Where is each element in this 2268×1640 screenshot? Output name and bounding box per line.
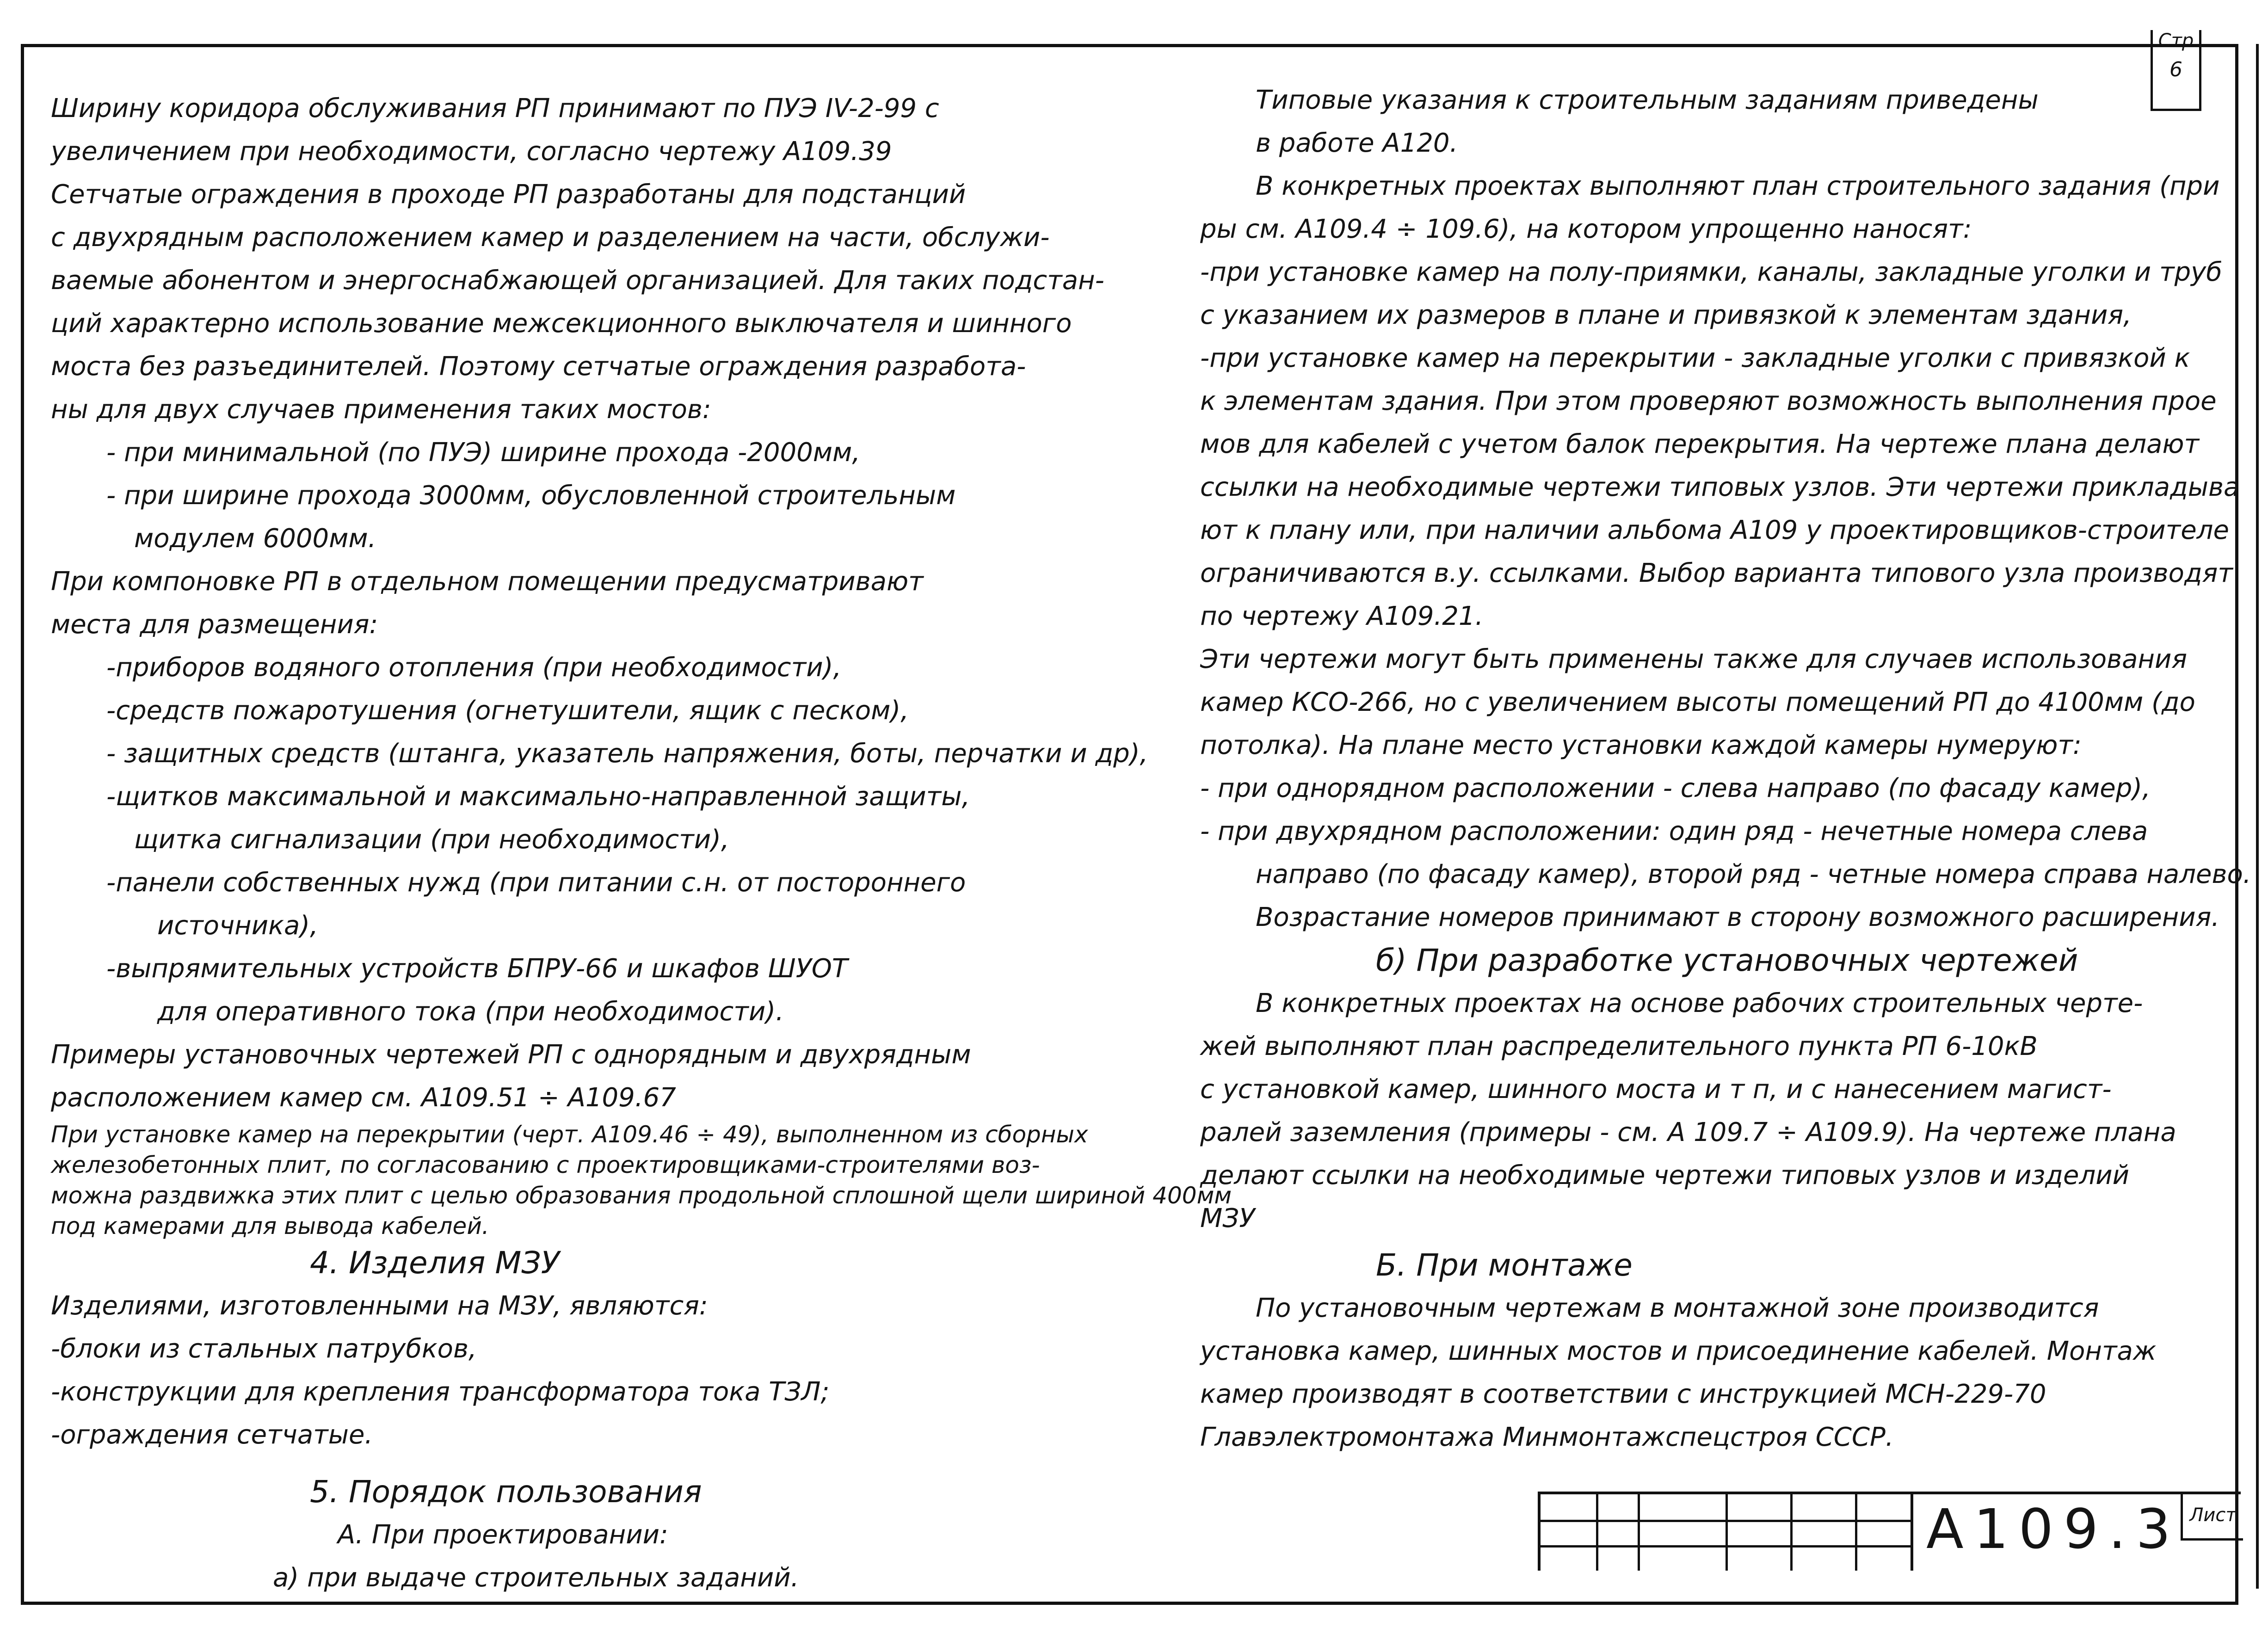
note-line: под камерами для вывода кабелей. (51, 1213, 489, 1239)
text-line: с указанием их размеров в плане и привязкой к элементам здания, (1200, 300, 2132, 330)
text-line: МЗУ (1200, 1203, 1255, 1233)
list-item: - при однорядном расположении - слева направо (по фасаду камер), (1200, 773, 2151, 803)
list-item: -при установке камер на перекрытии - закладные уголки с привязкой к (1200, 343, 2190, 373)
list-item-continuation: щитка сигнализации (при необходимости), (134, 825, 729, 855)
text-line: ны для двух случаев применения таких мостов: (51, 395, 711, 425)
section-4-heading: 4. Изделия МЗУ (310, 1245, 560, 1281)
text-line: в работе А120. (1256, 128, 1458, 158)
text-line: По установочным чертежам в монтажной зоне производится (1256, 1293, 2099, 1323)
text-line: Сетчатые ограждения в проходе РП разработаны для подстанций (51, 179, 966, 210)
list-item: -ограждения сетчатые. (51, 1420, 373, 1450)
note-line: При установке камер на перекрытии (черт. А109.46 ÷ 49), выполненном из сборных (51, 1121, 1088, 1148)
text-line: В конкретных проектах выполняют план строительного задания (при (1256, 171, 2220, 201)
list-item: -приборов водяного отопления (при необходимости), (106, 653, 842, 683)
subsection-b-heading: б) При разработке установочных чертежей (1376, 943, 2078, 978)
list-item-continuation: направо (по фасаду камер), второй ряд - четные номера справа налево. (1256, 859, 2251, 889)
right-column (1200, 79, 2251, 1459)
text-line: увеличением при необходимости, согласно чертежу А109.39 (51, 136, 892, 166)
list-item: -конструкции для крепления трансформатора тока ТЗЛ; (51, 1377, 830, 1407)
list-item: - защитных средств (штанга, указатель напряжения, боты, перчатки и др), (106, 739, 1148, 769)
text-line: с двухрядным расположением камер и разделением на части, обслужи- (51, 222, 1050, 253)
text-line: потолка). На плане место установки каждой камеры нумеруют: (1200, 730, 2082, 760)
text-line: Ширину коридора обслуживания РП принимают по ПУЭ IV-2-99 с (51, 93, 939, 123)
sheet-edge-line (2256, 44, 2259, 1589)
text-line: ры см. А109.4 ÷ 109.6), на котором упрощенно наносят: (1200, 214, 1972, 244)
section-6-heading: Б. При монтаже (1376, 1247, 1633, 1283)
sheet-label: Лист (2181, 1494, 2243, 1541)
text-line: В конкретных проектах на основе рабочих строительных черте- (1256, 988, 2143, 1018)
text-line: ралей заземления (примеры - см. А 109.7 ÷ А109.9). На чертеже плана (1200, 1117, 2176, 1147)
list-item-continuation: источника), (157, 911, 318, 941)
text-line: Изделиями, изготовленными на МЗУ, являются: (51, 1291, 708, 1321)
text-line: жей выполняют план распределительного пункта РП 6-10кВ (1200, 1031, 2038, 1061)
list-item-continuation: для оперативного тока (при необходимости). (157, 997, 784, 1027)
text-line: ют к плану или, при наличии альбома А109 у проектировщиков-строителе (1200, 515, 2229, 545)
text-line: ций характерно использование межсекционного выключателя и шинного (51, 308, 1072, 339)
text-line: камер производят в соответствии с инструкцией МСН-229-70 (1200, 1379, 2046, 1409)
document-code: А109.3 (1926, 1497, 2181, 1561)
text-line: камер КСО-266, но с увеличением высоты помещений РП до 4100мм (до (1200, 687, 2195, 717)
list-item: - при двухрядном расположении: один ряд - нечетные номера слева (1200, 816, 2148, 846)
title-block-grid (1538, 1494, 1913, 1571)
text-line: ссылки на необходимые чертежи типовых узлов. Эти чертежи прикладыва (1200, 472, 2240, 502)
text-line: ограничиваются в.у. ссылками. Выбор варианта типового узла производят (1200, 558, 2233, 588)
section-5-item-a: а) при выдаче строительных заданий. (273, 1563, 799, 1593)
title-block (1538, 1492, 2241, 1571)
text-line: Главэлектромонтажа Минмонтажспецстроя СССР. (1200, 1422, 1894, 1452)
list-item: -при установке камер на полу-приямки, каналы, закладные уголки и труб (1200, 257, 2222, 287)
text-line: к элементам здания. При этом проверяют возможность выполнения прое (1200, 386, 2217, 416)
text-line: делают ссылки на необходимые чертежи типовых узлов и изделий (1200, 1160, 2130, 1190)
list-item: -щитков максимальной и максимально-направленной защиты, (106, 782, 970, 812)
left-column (51, 87, 1232, 1599)
note-line: можна раздвижка этих плит с целью образования продольной сплошной щели шириной 400мм (51, 1182, 1232, 1209)
text-line: расположением камер см. А109.51 ÷ А109.67 (51, 1083, 676, 1113)
text-line: Эти чертежи могут быть применены также для случаев использования (1200, 644, 2188, 674)
page-stamp-number: 6 (2169, 58, 2182, 81)
list-item: -средств пожаротушения (огнетушители, ящик с песком), (106, 696, 909, 726)
text-line: При компоновке РП в отдельном помещении предусматривают (51, 567, 924, 597)
list-item: - при минимальной (по ПУЭ) ширине прохода -2000мм, (106, 438, 861, 468)
list-item: -выпрямительных устройств БПРУ-66 и шкафов ШУОТ (106, 954, 848, 984)
text-line: мов для кабелей с учетом балок перекрытия. На чертеже плана делают (1200, 429, 2200, 459)
section-5-subheading: А. При проектировании: (338, 1520, 668, 1550)
section-5-heading: 5. Порядок пользования (310, 1474, 702, 1510)
list-item: - при ширине прохода 3000мм, обусловленной строительным (106, 481, 956, 511)
text-line: ваемые абонентом и энергоснабжающей организацией. Для таких подстан- (51, 265, 1104, 296)
text-line: установка камер, шинных мостов и присоединение кабелей. Монтаж (1200, 1336, 2157, 1366)
text-line: по чертежу А109.21. (1200, 601, 1484, 631)
page-stamp-label: Стр (2158, 30, 2194, 51)
list-item: -блоки из стальных патрубков, (51, 1334, 477, 1364)
text-line: моста без разъединителей. Поэтому сетчатые ограждения разработа- (51, 351, 1026, 382)
text-line: Возрастание номеров принимают в сторону возможного расширения. (1256, 902, 2220, 932)
text-line: места для размещения: (51, 610, 378, 640)
text-line: с установкой камер, шинного моста и т п, и с нанесением магист- (1200, 1074, 2112, 1104)
text-line: Примеры установочных чертежей РП с однорядным и двухрядным (51, 1040, 971, 1070)
text-line: Типовые указания к строительным заданиям приведены (1256, 85, 2039, 115)
list-item: -панели собственных нужд (при питании с.н. от постороннего (106, 868, 966, 898)
list-item-continuation: модулем 6000мм. (134, 524, 376, 554)
note-line: железобетонных плит, по согласованию с проектировщиками-строителями воз- (51, 1152, 1040, 1178)
